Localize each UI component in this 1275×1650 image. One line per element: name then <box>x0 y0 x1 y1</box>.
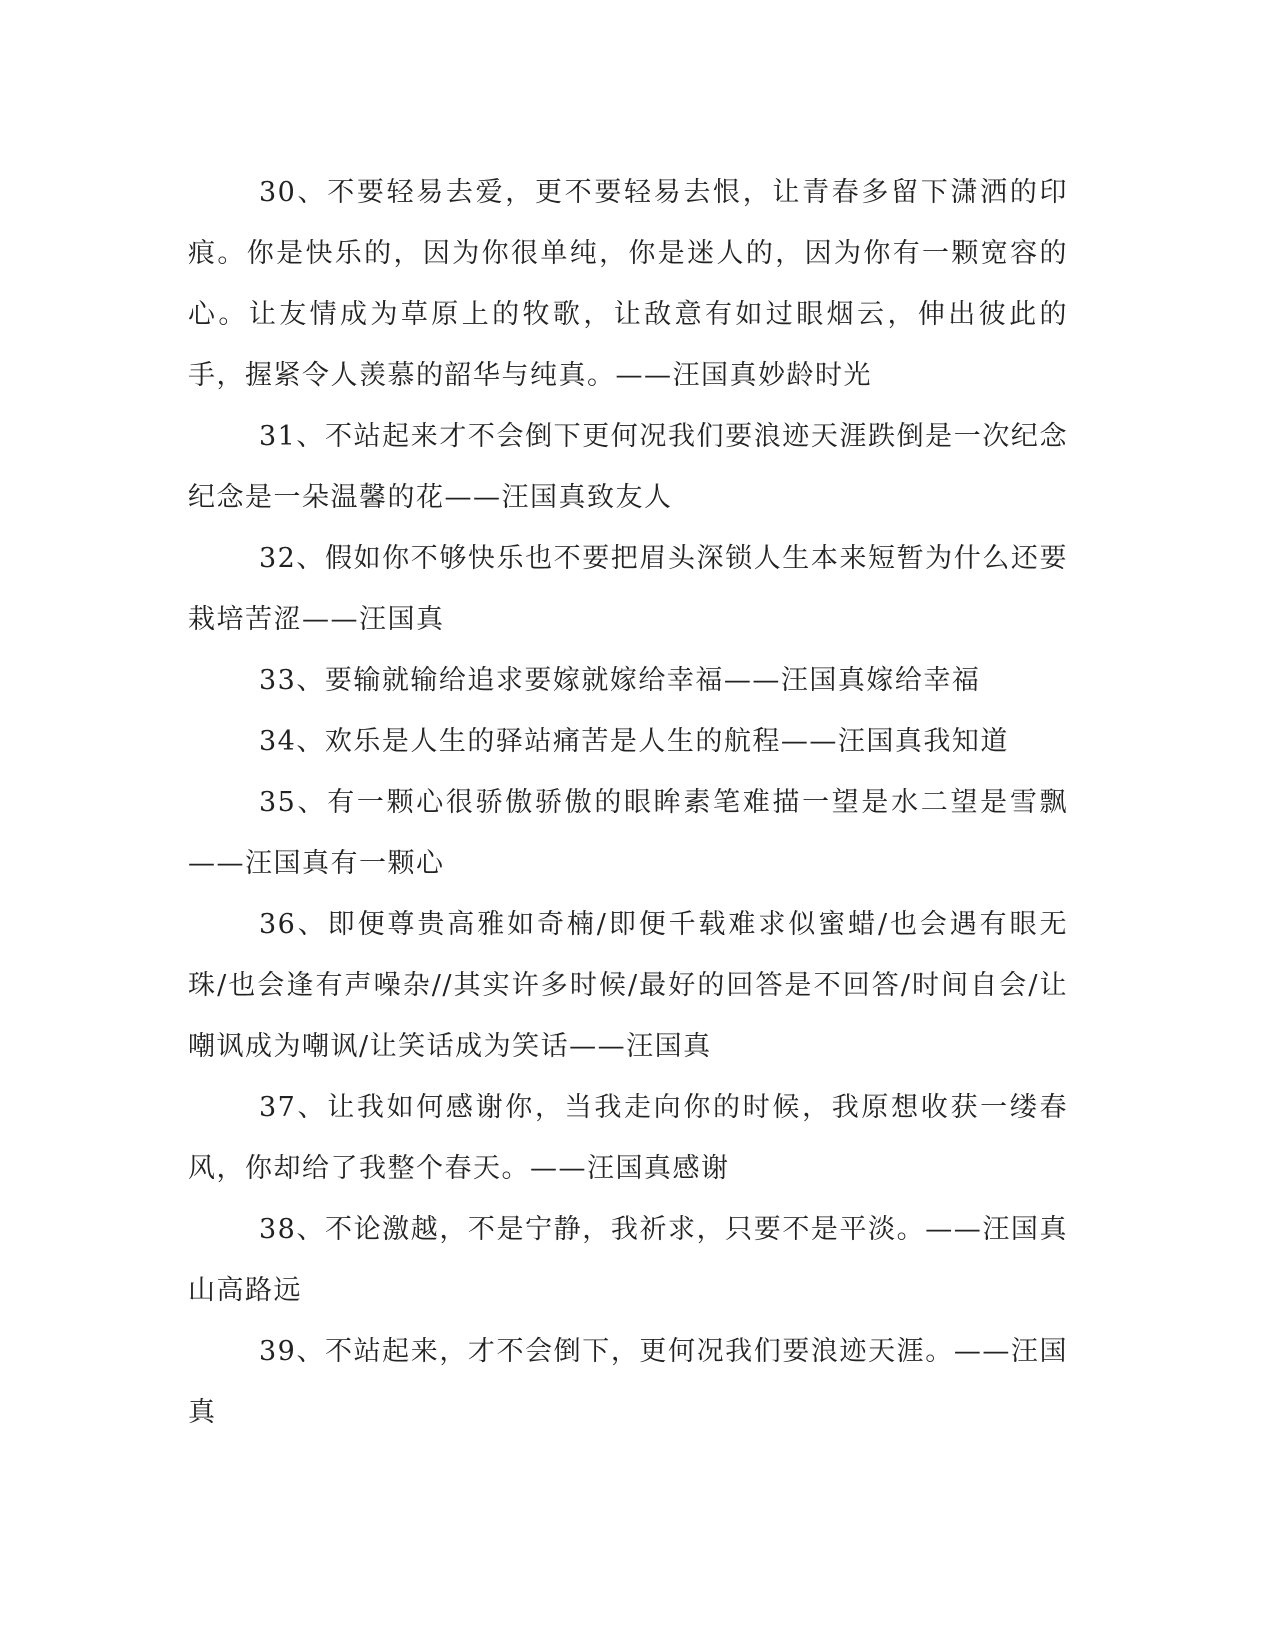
document-body <box>188 162 1068 1443</box>
paragraph-33: 33、要输就输给追求要嫁就嫁给幸福——汪国真嫁给幸福 <box>259 665 981 696</box>
paragraph-35: 35、有一颗心很骄傲骄傲的眼眸素笔难描一望是水二望是雪飘——汪国真有一颗心 <box>188 787 1068 879</box>
paragraph-36: 36、即便尊贵高雅如奇楠/即便千载难求似蜜蜡/也会遇有眼无珠/也会逢有声噪杂//其实许多时候/最好的回答是不回答/时间自会/让嘲讽成为嘲讽/让笑话成为笑话——汪国真 <box>188 909 1068 1062</box>
paragraph-30: 30、不要轻易去爱，更不要轻易去恨，让青春多留下潇洒的印痕。你是快乐的，因为你很单纯，你是迷人的，因为你有一颗宽容的心。让友情成为草原上的牧歌，让敌意有如过眼烟云，伸出彼此的手，握紧令人羡慕的韶华与纯真。——汪国真妙龄时光 <box>188 177 1068 391</box>
paragraph-32: 32、假如你不够快乐也不要把眉头深锁人生本来短暂为什么还要栽培苦涩——汪国真 <box>188 543 1068 635</box>
paragraph-38: 38、不论激越，不是宁静，我祈求，只要不是平淡。——汪国真山高路远 <box>188 1214 1068 1306</box>
paragraph-34: 34、欢乐是人生的驿站痛苦是人生的航程——汪国真我知道 <box>259 726 1009 757</box>
paragraph-37: 37、让我如何感谢你，当我走向你的时候，我原想收获一缕春风，你却给了我整个春天。——汪国真感谢 <box>188 1092 1068 1184</box>
paragraph-31: 31、不站起来才不会倒下更何况我们要浪迹天涯跌倒是一次纪念纪念是一朵温馨的花——汪国真致友人 <box>188 421 1068 513</box>
paragraph-39: 39、不站起来，才不会倒下，更何况我们要浪迹天涯。——汪国真 <box>188 1336 1068 1428</box>
